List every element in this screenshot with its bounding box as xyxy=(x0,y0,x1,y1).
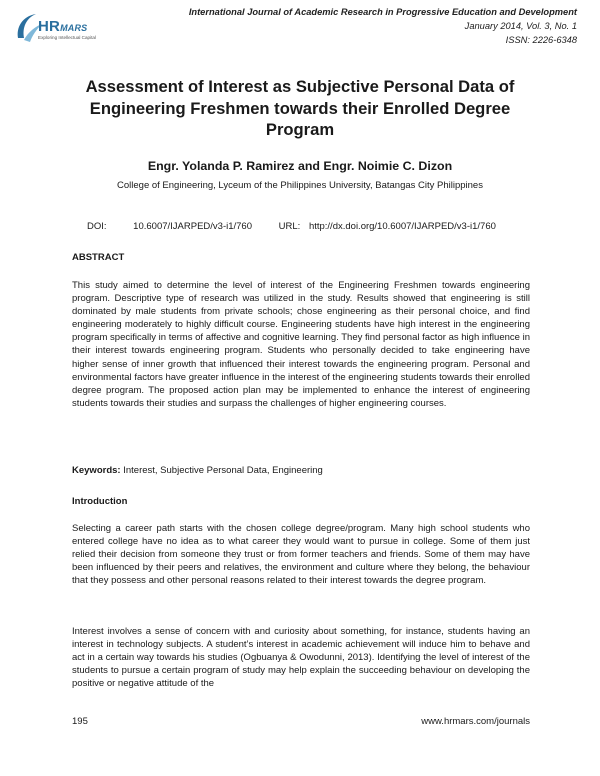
url-label: URL: xyxy=(278,221,301,232)
journal-name: International Journal of Academic Research in Progressive Education and Development xyxy=(188,7,577,17)
keywords-label: Keywords: xyxy=(72,465,121,476)
footer-website[interactable]: www.hrmars.com/journals xyxy=(421,716,530,727)
journal-issue: January 2014, Vol. 3, No. 1 xyxy=(464,21,577,31)
author-affiliation: College of Engineering, Lyceum of the Philippines University, Batangas City Philippines xyxy=(117,180,483,191)
journal-issn: ISSN: 2226-6348 xyxy=(505,35,577,45)
introduction-para-1: Selecting a career path starts with the chosen college degree/program. Many high school students who entered college have no idea as to what career they would want to pursue in college. Some of them just relied their decision from someone they trust or from former teachers and friends. Some of them may have been influenced by their peers and relatives, the environment and culture where they belong, the behaviour that they possess and other personal reasons related to their interest towards the degree program. xyxy=(72,523,530,587)
url-value[interactable]: http://dx.doi.org/10.6007/IJARPED/v3-i1/760 xyxy=(308,221,496,232)
keywords-line xyxy=(72,465,323,476)
paper-title: Assessment of Interest as Subjective Personal Data of Engineering Freshmen towards their Enrolled Degree Program xyxy=(85,77,515,139)
logo-tagline: Exploring Intellectual Capital xyxy=(38,35,96,40)
doi-line xyxy=(87,221,502,232)
keywords-text: Interest, Subjective Personal Data, Engineering xyxy=(120,465,323,476)
abstract-heading: ABSTRACT xyxy=(72,252,125,263)
introduction-para-2: Interest involves a sense of concern with and curiosity about something, for instance, students having an interest in technology subjects. A student’s interest in academic achievement will induce him to behave and act in a certain way towards his studies (Ogbuanya & Owodunni, 2013). Identifying the level of interest of the students to pursue a certain program of study may help explain the succeeding behaviour on developing the positive or negative attitude of the xyxy=(72,626,530,690)
journal-header xyxy=(189,5,577,47)
doi-value[interactable]: 10.6007/IJARPED/v3-i1/760 xyxy=(133,221,252,232)
doi-label: DOI: xyxy=(87,221,107,232)
introduction-heading: Introduction xyxy=(72,496,128,507)
page-number: 195 xyxy=(72,716,88,727)
abstract-text: This study aimed to determine the level of interest of the Engineering Freshmen towards engineering program. Descriptive type of research was utilized in the study. Results showed that engineering is still dominated by male students from private schools; chose engineering as their personal choice, and find engineering moderately to highly difficult course. Engineering students have high interest in the engineering program specifically in terms of affective and cognitive learning. They find personal factor as high influence in their interest towards engineering program. Students who personally decided to take engineering have higher sense of inner growth that influenced their interest towards the engineering program. Personal and environmental factors have greater influence in the interest of the engineering students towards their enrolled degree program. The proposed action plan may be implemented to enhance the interest of engineering students towards their studies and surpass the challenges of higher engineering courses. xyxy=(72,280,530,409)
publisher-logo xyxy=(14,10,106,44)
paper-authors: Engr. Yolanda P. Ramirez and Engr. Noimie C. Dizon xyxy=(147,159,453,173)
logo-wordmark: HRMARS xyxy=(38,18,88,35)
